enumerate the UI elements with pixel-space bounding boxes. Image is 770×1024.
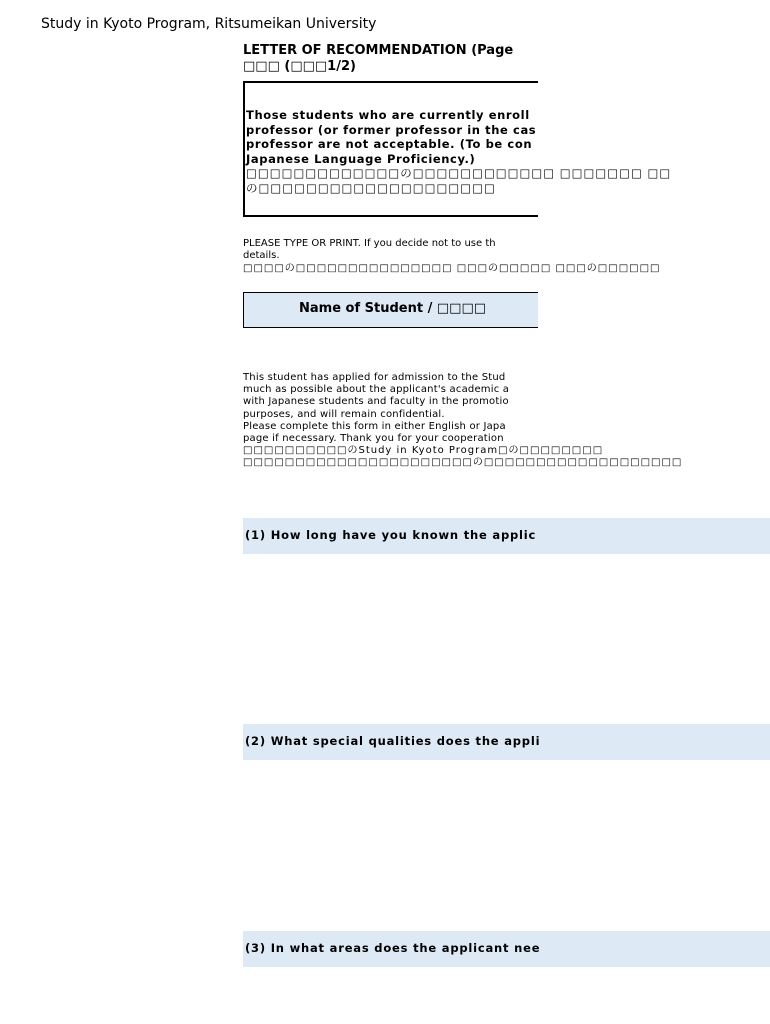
notice-line: Those students who are currently enroll [246,108,530,122]
question-3-header [243,931,770,967]
intro-line: much as possible about the applicant's academic a [243,384,510,396]
question-1-label: (1) How long have you known the applic [245,528,537,542]
form-title-ja: □□□ (□□□1/2) [243,59,356,74]
notice-line-ja: の□□□□□□□□□□□□□□□□□□□□ [246,180,496,195]
notice-line: professor (or former professor in the cas [246,122,537,137]
intro-line-ja: □□□□□□□□□□のStudy in Kyoto Program□の□□□□□□□□ [243,445,604,457]
intro-line: page if necessary. Thank you for your cooperation [243,433,504,445]
page-header-institution: Study in Kyoto Program, Ritsumeikan University [41,16,377,32]
eligibility-notice-box [243,81,672,217]
form-intro [243,372,683,470]
question-2-label: (2) What special qualities does the appli [245,734,541,748]
intro-line-ja: □□□□□□□□□□□□□□□□□□□□□□の□□□□□□□□□□□□□□□□□□□ [243,457,683,469]
question-3-label: (3) In what areas does the applicant nee [245,941,541,955]
question-2-header [243,724,770,760]
instructions-line-ja: □□□□の□□□□□□□□□□□□□□□ □□□の□□□□□ □□□の□□□□□□ [243,262,661,274]
notice-line-ja: □□□□□□□□□□□□□の□□□□□□□□□□□□ □□□□□□□ □□ [246,166,672,181]
intro-line: Please complete this form in either English or Japa [243,420,506,432]
student-name-field[interactable] [243,292,538,328]
instructions-line: details. [243,250,280,262]
notice-line: Japanese Language Proficiency.) [246,151,476,166]
eligibility-notice-text [246,108,671,196]
form-title-en: LETTER OF RECOMMENDATION (Page [243,43,514,58]
form-instructions [243,238,661,275]
intro-line: This student has applied for admission to the Stud [243,372,506,383]
intro-line: purposes, and will remain confidential. [243,408,445,420]
instructions-line: PLEASE TYPE OR PRINT. If you decide not to use th [243,238,496,249]
question-1-header [243,518,770,554]
notice-line: professor are not acceptable. (To be con [246,137,533,152]
student-name-label: Name of Student / □□□□ [299,301,487,316]
intro-line: with Japanese students and faculty in the promotio [243,396,509,408]
form-title [243,43,538,75]
